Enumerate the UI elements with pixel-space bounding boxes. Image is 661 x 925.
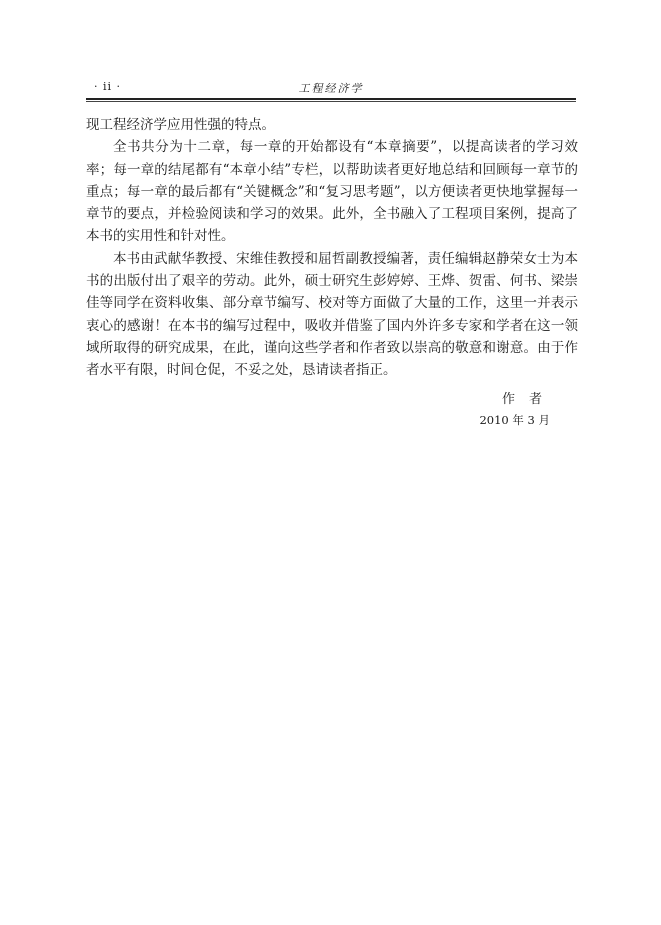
signature-date: 2010 年 3 月 [479, 413, 550, 427]
running-title: 工程经济学 [298, 82, 364, 95]
header-rule-thick [86, 98, 576, 100]
page-header [86, 80, 576, 98]
signature-author: 作者 [501, 392, 556, 407]
header-rule-thin [86, 101, 576, 102]
paragraph-continuation: 现工程经济学应用性强的特点。 [86, 117, 275, 133]
paragraph-structure: 全书共分为十二章，每一章的开始都设有“本章摘要”，以提高读者的学习效率；每一章的结尾都有“本章小结”专栏，以帮助读者更好地总结和回顾每一章节的重点；每一章的最后都有“关键概念”和“复习思考题”，以方便读者更快地掌握每一章节的要点，并检验阅读和学习的效果。此外，全书融入了工程项目案例，提高了本书的实用性和针对性。 [86, 139, 578, 245]
body-text [86, 114, 578, 382]
page-number: · ii · [94, 80, 122, 93]
paragraph-acknowledgements: 本书由武献华教授、宋维佳教授和屈哲副教授编著，责任编辑赵静荣女士为本书的出版付出了艰辛的劳动。此外，硕士研究生彭婷婷、王烨、贺雷、何书、梁崇佳等同学在资料收集、部分章节编写、校对等方面做了大量的工作，这里一并表示衷心的感谢！在本书的编写过程中，吸收并借鉴了国内外许多专家和学者在这一领域所取得的研究成果，在此，谨向这些学者和作者致以崇高的敬意和谢意。由于作者水平有限，时间仓促，不妥之处，恳请读者指正。 [86, 250, 578, 379]
